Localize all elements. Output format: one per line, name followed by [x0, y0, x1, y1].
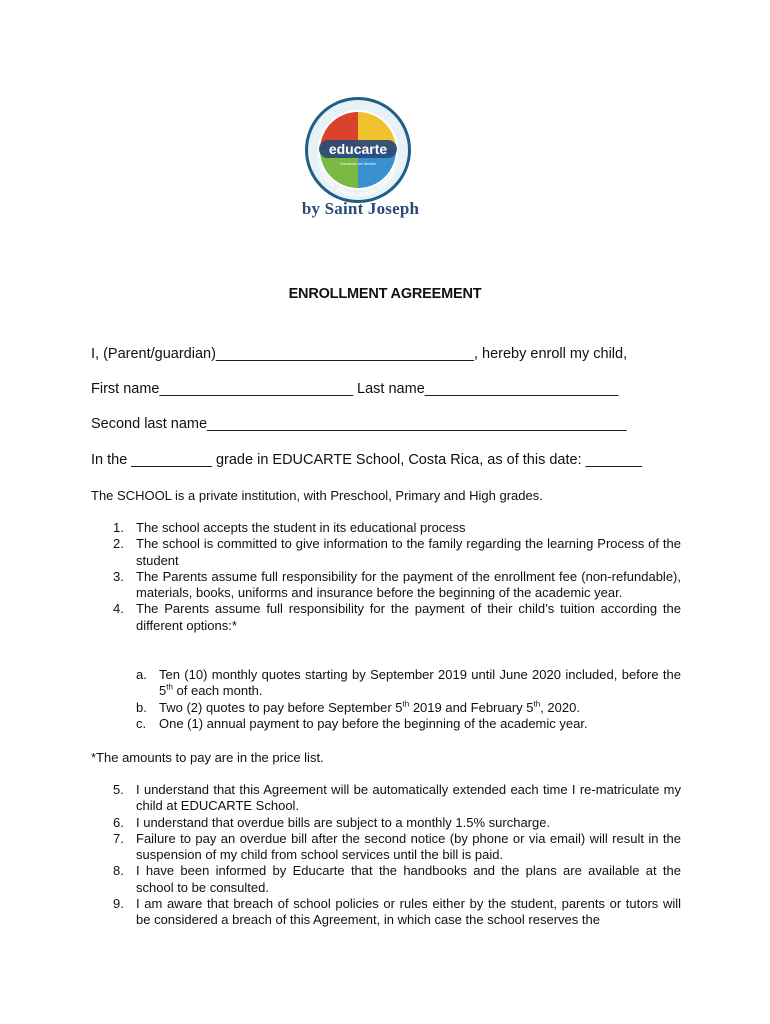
list-item: 3. The Parents assume full responsibility for the payment of the enrollment fee (non-refundable), materials, books, uniforms and insurance before the beginning of the academic year.: [113, 568, 681, 601]
list-item: 4. The Parents assume full responsibility for the payment of their child’s tuition according the different options:*: [113, 601, 681, 633]
second-last-name-line: Second last name____________________________________________________: [91, 416, 627, 432]
list-item: b. Two (2) quotes to pay before September 5th 2019 and February 5th, 2020.: [136, 699, 580, 715]
terms-list-a: [91, 520, 681, 634]
document-title: ENROLLMENT AGREEMENT: [288, 286, 482, 302]
terms-list-b: [91, 782, 681, 929]
list-item: 7. Failure to pay an overdue bill after the second notice (by phone or via email) will result in the suspension of my child from school services until the bill is paid.: [113, 830, 681, 863]
list-item: 8. I have been informed by Educarte that the handbooks and the plans are available at the school to be consulted.: [113, 863, 681, 895]
educarte-emblem: [303, 95, 413, 205]
list-item: 2. The school is committed to give information to the family regarding the learning Process of the student: [113, 536, 681, 568]
logo-brand-text: educarte: [328, 141, 388, 157]
list-item: a. Ten (10) monthly quotes starting by September 2019 until June 2020 included, before the 5th of each month.: [136, 667, 681, 699]
list-item: c. One (1) annual payment to pay before the beginning of the academic year.: [136, 715, 588, 731]
svg-text:PRESCHOOL · PRIMARY SCHOOL · H: PRESCHOOL · PRIMARY SCHOOL · HIGHSCHOOL: [317, 162, 399, 198]
child-name-line: First name________________________ Last name________________________: [91, 381, 619, 397]
logo-tagline: by Saint Joseph: [301, 199, 420, 218]
payment-options-list: [91, 667, 681, 732]
grade-date-line: In the __________ grade in EDUCARTE School, Costa Rica, as of this date: _______: [91, 452, 643, 468]
svg-text:Formando con Sentido: Formando con Sentido: [340, 162, 376, 166]
school-logo: [298, 95, 420, 230]
list-item: 9. I am aware that breach of school policies or rules either by the student, parents or tutors will be considered a breach of this Agreement, in which case the school reserves the: [113, 896, 681, 928]
list-item: 6. I understand that overdue bills are subject to a monthly 1.5% surcharge.: [113, 814, 551, 830]
list-item: 5. I understand that this Agreement will be automatically extended each time I re-matriculate my child at EDUCARTE School.: [113, 782, 681, 814]
price-list-note: *The amounts to pay are in the price list.: [91, 750, 324, 765]
intro-paragraph: The SCHOOL is a private institution, with Preschool, Primary and High grades.: [91, 488, 543, 503]
parent-guardian-line: I, (Parent/guardian)________________________________, hereby enroll my child,: [91, 346, 628, 362]
list-item: 1. The school accepts the student in its educational process: [113, 520, 466, 535]
